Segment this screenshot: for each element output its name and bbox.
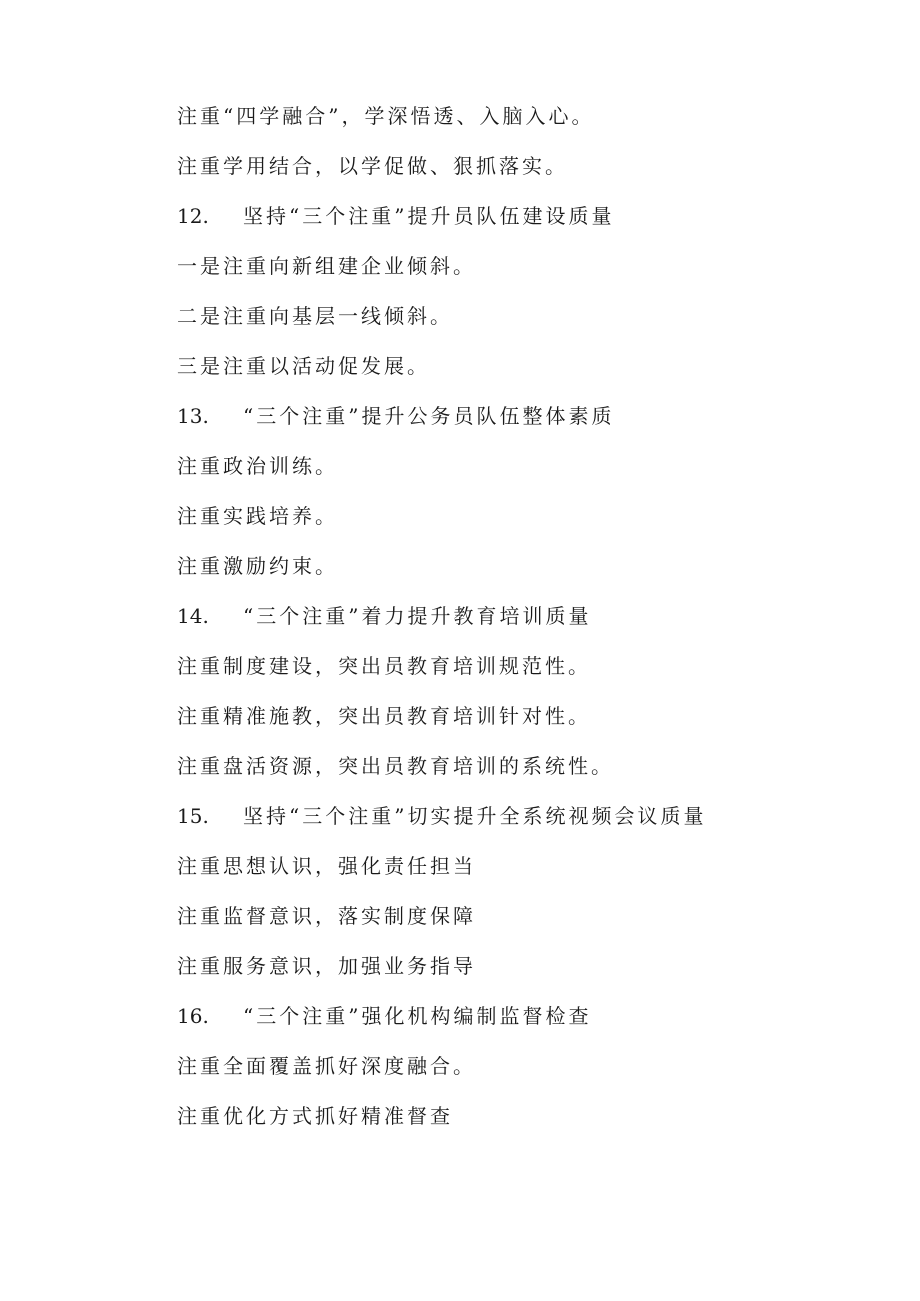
text-line xyxy=(177,748,877,798)
item-number: 15. xyxy=(177,804,209,828)
document-body xyxy=(177,98,877,1148)
text-line xyxy=(177,148,877,198)
heading-line xyxy=(177,798,877,848)
text-line xyxy=(177,648,877,698)
line-text: “三个注重”着力提升教育培训质量 xyxy=(243,604,592,628)
line-text: “三个注重”强化机构编制监督检查 xyxy=(243,1004,592,1028)
text-line xyxy=(177,1048,877,1098)
text-line xyxy=(177,698,877,748)
line-text: 注重全面覆盖抓好深度融合。 xyxy=(177,1054,476,1078)
line-text: 三是注重以活动促发展。 xyxy=(177,354,430,378)
line-text: 坚持“三个注重”切实提升全系统视频会议质量 xyxy=(243,804,707,828)
text-line xyxy=(177,98,877,148)
text-line xyxy=(177,1098,877,1148)
item-number: 13. xyxy=(177,404,209,428)
heading-line xyxy=(177,998,877,1048)
text-line xyxy=(177,898,877,948)
line-text: “三个注重”提升公务员队伍整体素质 xyxy=(243,404,615,428)
line-text: 注重思想认识，强化责任担当 xyxy=(177,854,476,878)
line-text: 注重盘活资源，突出员教育培训的系统性。 xyxy=(177,754,614,778)
line-text: 注重学用结合，以学促做、狠抓落实。 xyxy=(177,154,568,178)
text-line xyxy=(177,548,877,598)
line-text: 二是注重向基层一线倾斜。 xyxy=(177,304,453,328)
line-text: 注重政治训练。 xyxy=(177,454,338,478)
text-line xyxy=(177,848,877,898)
line-text: 注重激励约束。 xyxy=(177,554,338,578)
line-text: 坚持“三个注重”提升员队伍建设质量 xyxy=(243,204,615,228)
text-line xyxy=(177,498,877,548)
item-number: 16. xyxy=(177,1004,209,1028)
line-text: 注重监督意识，落实制度保障 xyxy=(177,904,476,928)
line-text: 一是注重向新组建企业倾斜。 xyxy=(177,254,476,278)
line-text: 注重实践培养。 xyxy=(177,504,338,528)
heading-line xyxy=(177,198,877,248)
text-line xyxy=(177,298,877,348)
text-line xyxy=(177,948,877,998)
line-text: 注重“四学融合”，学深悟透、入脑入心。 xyxy=(177,104,595,128)
line-text: 注重服务意识，加强业务指导 xyxy=(177,954,476,978)
line-text: 注重制度建设，突出员教育培训规范性。 xyxy=(177,654,591,678)
text-line xyxy=(177,248,877,298)
heading-line xyxy=(177,598,877,648)
line-text: 注重优化方式抓好精准督查 xyxy=(177,1104,453,1128)
item-number: 14. xyxy=(177,604,209,628)
text-line xyxy=(177,348,877,398)
line-text: 注重精准施教，突出员教育培训针对性。 xyxy=(177,704,591,728)
item-number: 12. xyxy=(177,204,209,228)
heading-line xyxy=(177,398,877,448)
text-line xyxy=(177,448,877,498)
